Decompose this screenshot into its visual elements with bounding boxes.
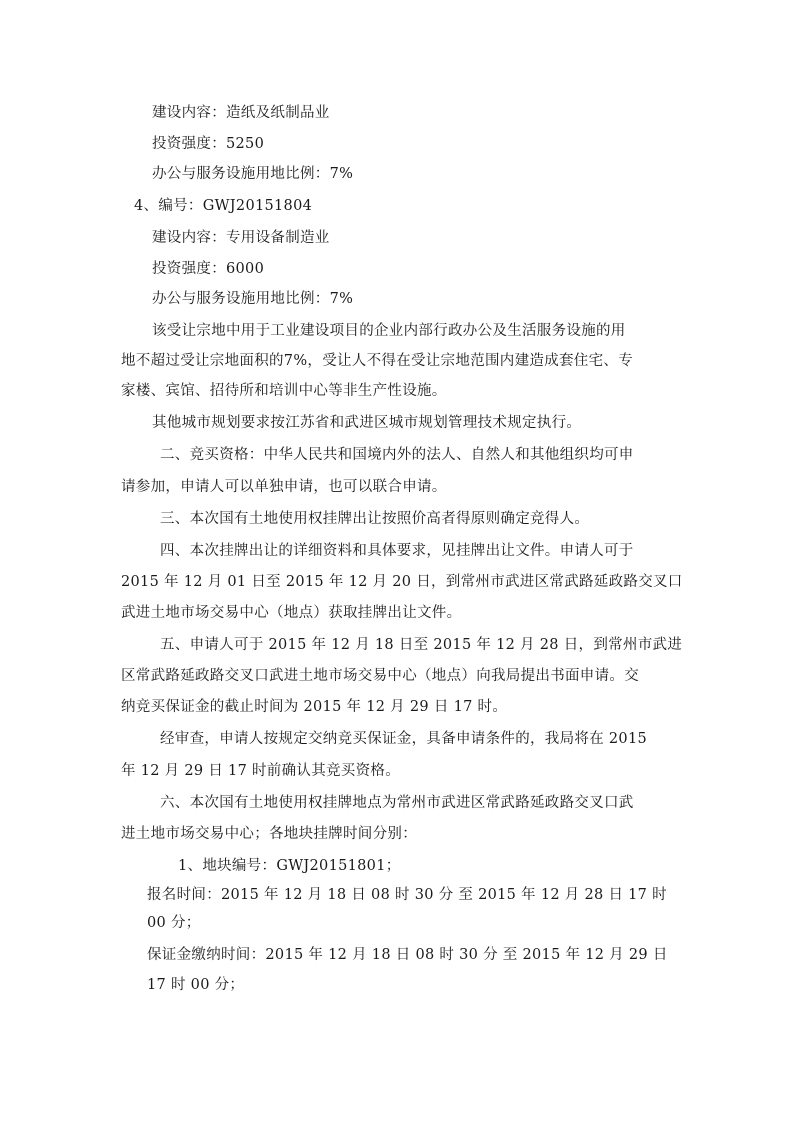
- office-service-ratio-line: 办公与服务设施用地比例：7%: [152, 291, 354, 307]
- review-paragraph-line: 年 12 月 29 日 17 时前确认其竞买资格。: [121, 763, 401, 779]
- office-service-ratio-line: 办公与服务设施用地比例：7%: [152, 166, 354, 182]
- parcel-code-heading: 1、地块编号：GWJ20151801；: [178, 858, 401, 874]
- registration-time-line: 00 分；: [147, 915, 201, 931]
- review-paragraph-line: 经审查，申请人按规定交纳竞买保证金，具备申请条件的，我局将在 2015: [160, 731, 648, 747]
- section-two-line: 请参加，申请人可以单独申请，也可以联合申请。: [121, 479, 447, 495]
- paragraph-line: 该受让宗地中用于工业建设项目的企业内部行政办公及生活服务设施的用: [152, 323, 626, 339]
- section-three-line: 三、本次国有土地使用权挂牌出让按照价高者得原则确定竞得人。: [160, 511, 590, 527]
- construction-content-line: 建设内容：造纸及纸制品业: [152, 105, 330, 121]
- section-four-line: 四、本次挂牌出让的详细资料和具体要求，见挂牌出让文件。申请人可于: [160, 543, 634, 559]
- section-four-line: 2015 年 12 月 01 日至 2015 年 12 月 20 日，到常州市武进区常武路延政路交叉口: [121, 574, 683, 590]
- deposit-time-line: 保证金缴纳时间：2015 年 12 月 18 日 08 时 30 分 至 2015 年 12 月 29 日: [147, 947, 668, 963]
- registration-time-line: 报名时间：2015 年 12 月 18 日 08 时 30 分 至 2015 年 12 月 28 日 17 时: [147, 887, 667, 903]
- deposit-time-line: 17 时 00 分；: [147, 977, 245, 993]
- paragraph-line: 地不超过受让宗地面积的7%，受让人不得在受让宗地范围内建造成套住宅、专: [121, 353, 633, 369]
- paragraph-line: 其他城市规划要求按江苏省和武进区城市规划管理技术规定执行。: [152, 415, 582, 431]
- section-five-line: 五、申请人可于 2015 年 12 月 18 日至 2015 年 12 月 28 日，到常州市武进: [160, 637, 683, 653]
- investment-intensity-line: 投资强度：5250: [152, 136, 265, 152]
- parcel-number-heading: 4、编号：GWJ20151804: [134, 198, 313, 214]
- section-two-line: 二、竞买资格：中华人民共和国境内外的法人、自然人和其他组织均可申: [160, 447, 634, 463]
- paragraph-line: 家楼、宾馆、招待所和培训中心等非生产性设施。: [121, 383, 447, 399]
- investment-intensity-line: 投资强度：6000: [152, 261, 265, 277]
- section-six-line: 进土地市场交易中心；各地块挂牌时间分别：: [121, 826, 417, 842]
- section-four-line: 武进土地市场交易中心（地点）获取挂牌出让文件。: [121, 605, 462, 621]
- section-five-line: 区常武路延政路交叉口武进土地市场交易中心（地点）向我局提出书面申请。交: [121, 668, 639, 684]
- construction-content-line: 建设内容：专用设备制造业: [152, 230, 330, 246]
- section-five-line: 纳竞买保证金的截止时间为 2015 年 12 月 29 日 17 时。: [121, 699, 508, 715]
- section-six-line: 六、本次国有土地使用权挂牌地点为常州市武进区常武路延政路交叉口武: [160, 795, 634, 811]
